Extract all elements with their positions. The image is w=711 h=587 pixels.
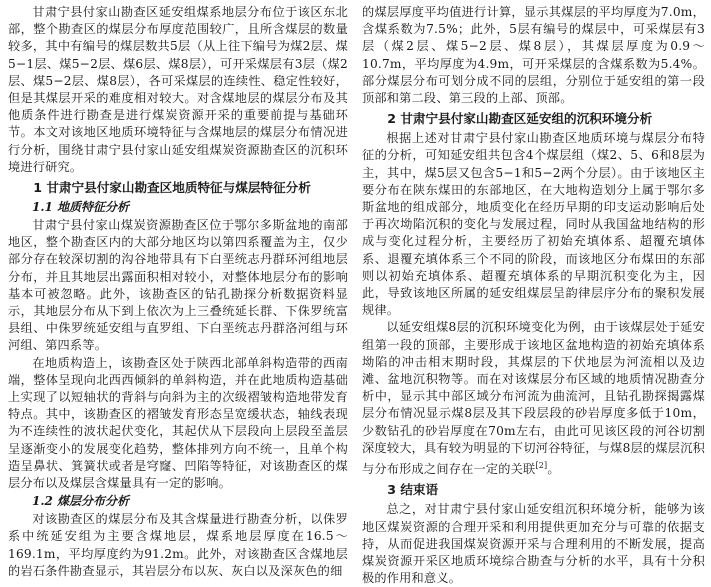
- left-column: [8, 4, 348, 580]
- seam-8-paragraph: [362, 319, 705, 478]
- section-1-heading: 1 甘肃宁县付家山勘查区地质特征与煤层特征分析: [33, 180, 311, 196]
- subsection-1-1-heading: 1.1 地质特征分析: [32, 200, 130, 215]
- section-2-heading: 2 甘肃宁县付家山勘查区延安组的沉积环境分析: [387, 111, 653, 127]
- coal-seam-paragraph: 对该勘查区的煤层分布及其含煤量进行勘查分析，以侏罗系中统延安组为主要含煤地层，煤系地层厚度在16.5～169.1m，平均厚度约为91.2m。此外，对该勘查区含煤地层的岩石条件勘查显示，其岩层分布以灰、灰白以及深灰色的细: [8, 512, 348, 578]
- intro-paragraph: 甘肃宁县付家山勘查区延安组煤系地层分布位于该区东北部，整个勘查区的煤层分布厚度范围较广，且所含煤层的数量较多，其中有编号的煤层数共5层（从上往下编号为煤2层、煤5−1层、煤5−2层、煤6层、煤8层），可开采煤层有3层（煤2层、煤5−2层、煤8层），各可采煤层的连续性、稳定性较好，但是其煤层开采的难度相对较大。对含煤地层的煤层分布及其他质条件进行勘查是进行煤炭资源开采的重要前提与基础环节。本文对该地区地质环境特征与含煤地层的煤层分布情况进行分析，围绕甘肃宁县付家山延安组煤炭资源勘查区的沉积环境进行研究。: [8, 5, 348, 174]
- seam-8-text: 以延安组煤8层的沉积环境变化为例，由于该煤层处于延安组第一段的顶部，主要形成于该地区盆地构造的初始充填体系坳陷的冲击相末期时段，其煤层的下伏地层为河流相以及边滩、盆地沉积物等。而在对该煤层分布区域的地质情况勘查分析中，显示其中部区域分布河流为曲流河，且钻孔勘探揭露煤层分布情况显示煤8层及其下段层段的砂岩厚度多低于10m，少数钻孔的砂岩厚度在70m左右，由此可见该区段的河谷切割深度较大，具有较为明显的下切河谷特征，与煤8层的煤层沉积与分布形成之间存在一定的关联: [362, 320, 705, 477]
- seam-8-text-end: 。: [547, 462, 560, 477]
- structure-paragraph: 在地质构造上，该勘查区处于陕西北部单斜构造带的西南端，整体呈现向北西西倾斜的单斜构造，并在此地质构造基础上实现了以短轴状的背斜与向斜为主的次级褶皱构造地带发育特点。其中，该勘查区的褶皱发育形态呈宽缓状态，轴线表现为不连续性的波状起伏变化，其起伏从下层段向上层段至盖层呈逐渐变小的发展变化趋势，整体排列方向不统一，且单个构造呈鼻状、箕簧状或者是穹窿、凹陷等特征，对该勘查区的煤层分布以及煤层含煤量具有一定的影响。: [8, 355, 348, 491]
- section-3-heading: 3 结束语: [387, 482, 439, 498]
- sedimentary-environment-paragraph: 根据上述对甘肃宁县付家山勘查区地质环境与煤层分布特征的分析，可知延安组共包含4个煤层组（煤2、5、6和8层为主，其中，煤5层又包含5−1和5−2两个分层）。由于该地区主要分布在陕东煤田的东部地区，在大地构造划分上属于鄂尔多斯盆地的组成部分，地质变化在经历早期的印支运动影响后处于再次坳陷沉积的变化与发展过程，同时从我国盆地结构的形成与变化过程分析，主要经历了初始充填体系、超覆充填体系、退覆充填体系三个不同的阶段，而该地区分布煤田的东部则以初始充填体系、超覆充填体系的早期沉积变化为主，因此，导致该地区所属的延安组煤层呈韵律层序分布的聚积发展规律。: [362, 131, 705, 318]
- geology-paragraph: 甘肃宁县付家山煤炭资源勘查区位于鄂尔多斯盆地的南部地区，整个勘查区内的大部分地区均以第四系覆盖为主，仅少部分存在较深切割的沟谷地带具有下白垩统志丹群环河组地层分布，并且其地层出露面积相对较小，对整体地层分布的影响基本可被忽略。此外，该勘查区的钻孔勘探分析数据资料显示，其地层分布从下到上依次为上三叠统延长群、下侏罗统富县组、中侏罗统延安组与直罗组、下白垩统志丹群洛河组与环河组、第四系等。: [8, 218, 348, 353]
- subsection-1-2-heading: 1.2 煤层分布分析: [32, 494, 130, 509]
- right-column: [362, 4, 705, 587]
- coal-seam-paragraph-continued: 的煤层厚度平均值进行计算，显示其煤层的平均厚度为7.0m，含煤系数为7.5%；此外，5层有编号的煤层中，可采煤层有3层（煤2层、煤5−2层、煤8层），其煤层厚度为0.9～10.7m，平均厚度为4.9m，可开采煤层的含煤系数为5.4%。部分煤层分布可划分成不同的层组，分别位于延安组的第一段顶部和第二段、第三段的上部、顶部。: [362, 5, 705, 106]
- citation-ref: [2]: [535, 461, 548, 471]
- conclusion-paragraph: 总之，对甘肃宁县付家山延安组沉积环境分析，能够为该地区煤炭资源的合理开采和利用提供更加充分与可靠的依据支持，从而促进我国煤炭资源开采与合理利用的不断发展，提高煤炭资源开采区地质环境综合勘查与分析的水平，具有十分积极的作用和意义。: [362, 502, 705, 586]
